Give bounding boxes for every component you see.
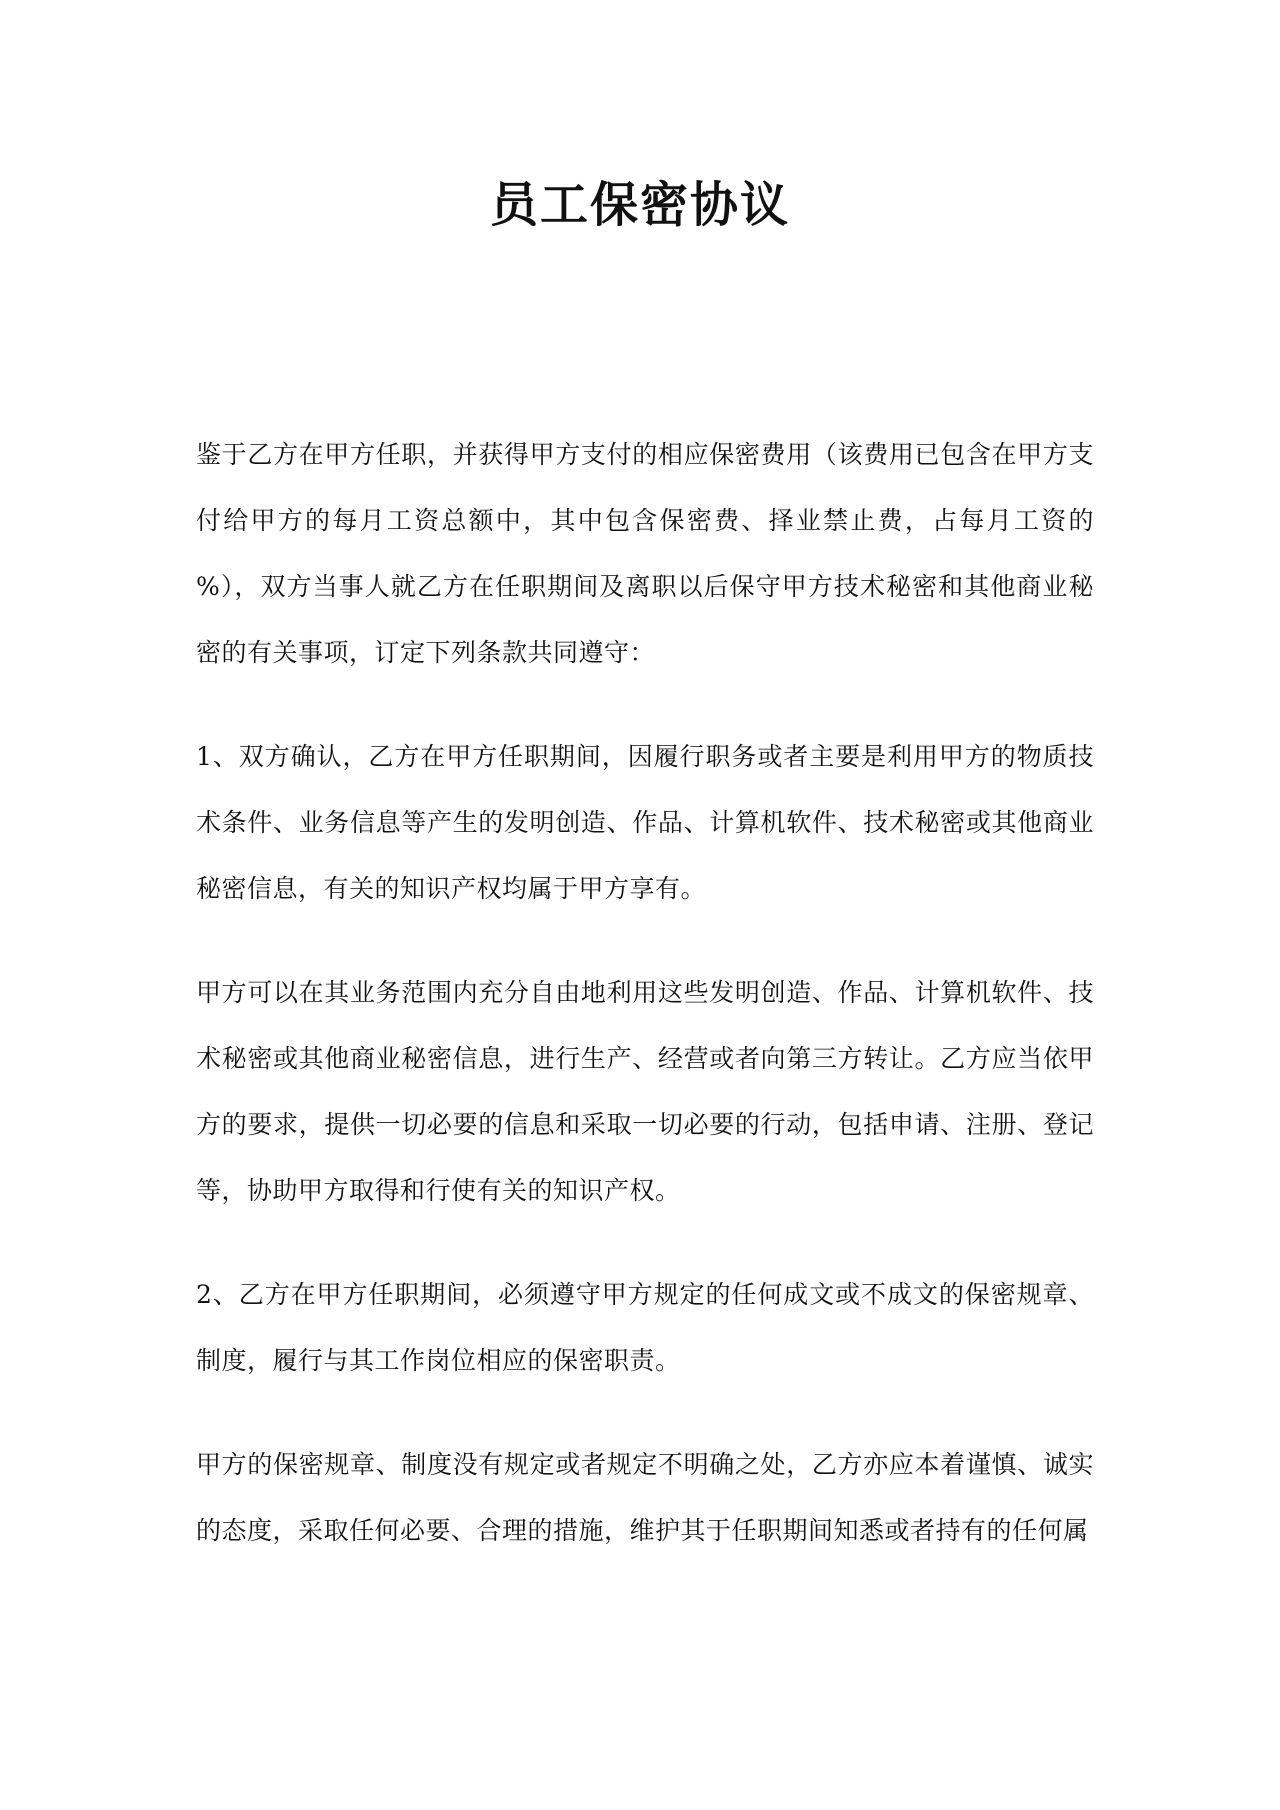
paragraph-clause-1: 1、双方确认，乙方在甲方任职期间，因履行职务或者主要是利用甲方的物质技术条件、业务信息等产生的发明创造、作品、计算机软件、技术秘密或其他商业秘密信息，有关的知识产权均属于甲方享有。 bbox=[196, 742, 1094, 903]
paragraph-clause-1-detail: 甲方可以在其业务范围内充分自由地利用这些发明创造、作品、计算机软件、技术秘密或其他商业秘密信息，进行生产、经营或者向第三方转让。乙方应当依甲方的要求，提供一切必要的信息和采取一切必要的行动，包括申请、注册、登记等，协助甲方取得和行使有关的知识产权。 bbox=[196, 978, 1094, 1205]
paragraph-clause-2: 2、乙方在甲方任职期间，必须遵守甲方规定的任何成文或不成文的保密规章、制度，履行与其工作岗位相应的保密职责。 bbox=[196, 1280, 1094, 1375]
document-title: 员工保密协议 bbox=[489, 177, 790, 233]
paragraph-preamble: 鉴于乙方在甲方任职，并获得甲方支付的相应保密费用（该费用已包含在甲方支付给甲方的每月工资总额中，其中包含保密费、择业禁止费，占每月工资的 %），双方当事人就乙方在任职期间及离职以后保守甲方技术秘密和其他商业秘密的有关事项，订定下列条款共同遵守： bbox=[196, 440, 1094, 667]
document-body bbox=[196, 422, 1094, 1602]
paragraph-clause-2-detail: 甲方的保密规章、制度没有规定或者规定不明确之处，乙方亦应本着谨慎、诚实的态度，采取任何必要、合理的措施，维护其于任职期间知悉或者持有的任何属 bbox=[196, 1450, 1094, 1545]
